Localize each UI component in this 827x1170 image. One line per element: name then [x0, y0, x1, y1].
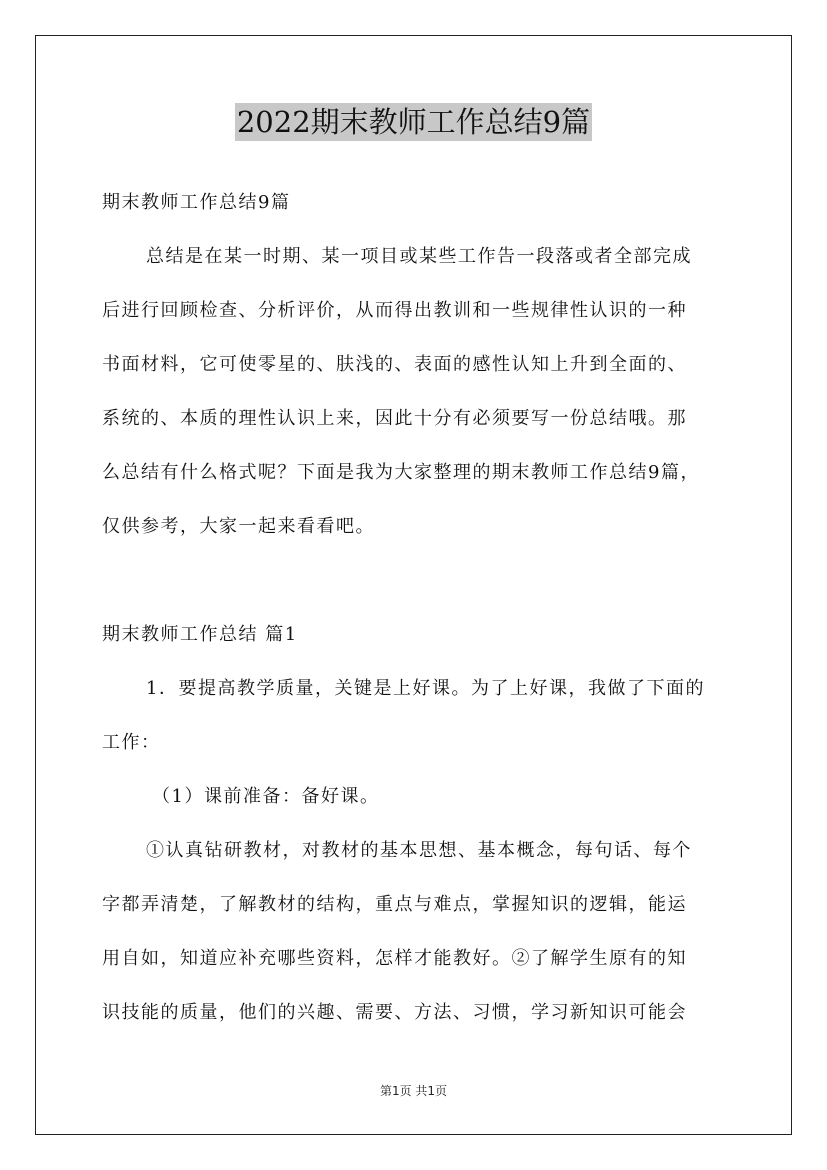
detail-line: 用自如，知道应补充哪些资料，怎样才能教好。②了解学生原有的知 — [102, 948, 687, 969]
detail-line: ①认真钻研教材，对教材的基本思想、基本概念，每句话、每个 — [146, 840, 692, 861]
intro-line: 么总结有什么格式呢？下面是我为大家整理的期末教师工作总结9篇， — [102, 462, 700, 483]
intro-line: 仅供参考，大家一起来看看吧。 — [102, 516, 375, 537]
point-line: 1．要提高教学质量，关键是上好课。为了上好课，我做了下面的 — [146, 678, 705, 699]
spacer — [102, 554, 742, 608]
section-heading: 期末教师工作总结 篇1 — [102, 624, 298, 645]
intro-line: 书面材料，它可使零星的、肤浅的、表面的感性认知上升到全面的、 — [102, 354, 687, 375]
document-title — [0, 100, 827, 144]
subpoint-line: （1）课前准备：备好课。 — [152, 786, 380, 807]
point-line: 工作： — [102, 732, 161, 753]
page-footer — [0, 1083, 827, 1099]
page-number: 第1页 共1页 — [379, 1084, 448, 1098]
subtitle: 期末教师工作总结9篇 — [102, 192, 291, 213]
document-body — [102, 176, 742, 1040]
detail-line: 字都弄清楚，了解教材的结构，重点与难点，掌握知识的逻辑，能运 — [102, 894, 687, 915]
document-title-text: 2022期末教师工作总结9篇 — [236, 105, 591, 139]
intro-line: 总结是在某一时期、某一项目或某些工作告一段落或者全部完成 — [146, 246, 692, 267]
intro-line: 系统的、本质的理性认识上来，因此十分有必须要写一份总结哦。那 — [102, 408, 687, 429]
detail-line: 识技能的质量，他们的兴趣、需要、方法、习惯，学习新知识可能会 — [102, 1002, 687, 1023]
intro-line: 后进行回顾检查、分析评价，从而得出教训和一些规律性认识的一种 — [102, 300, 687, 321]
